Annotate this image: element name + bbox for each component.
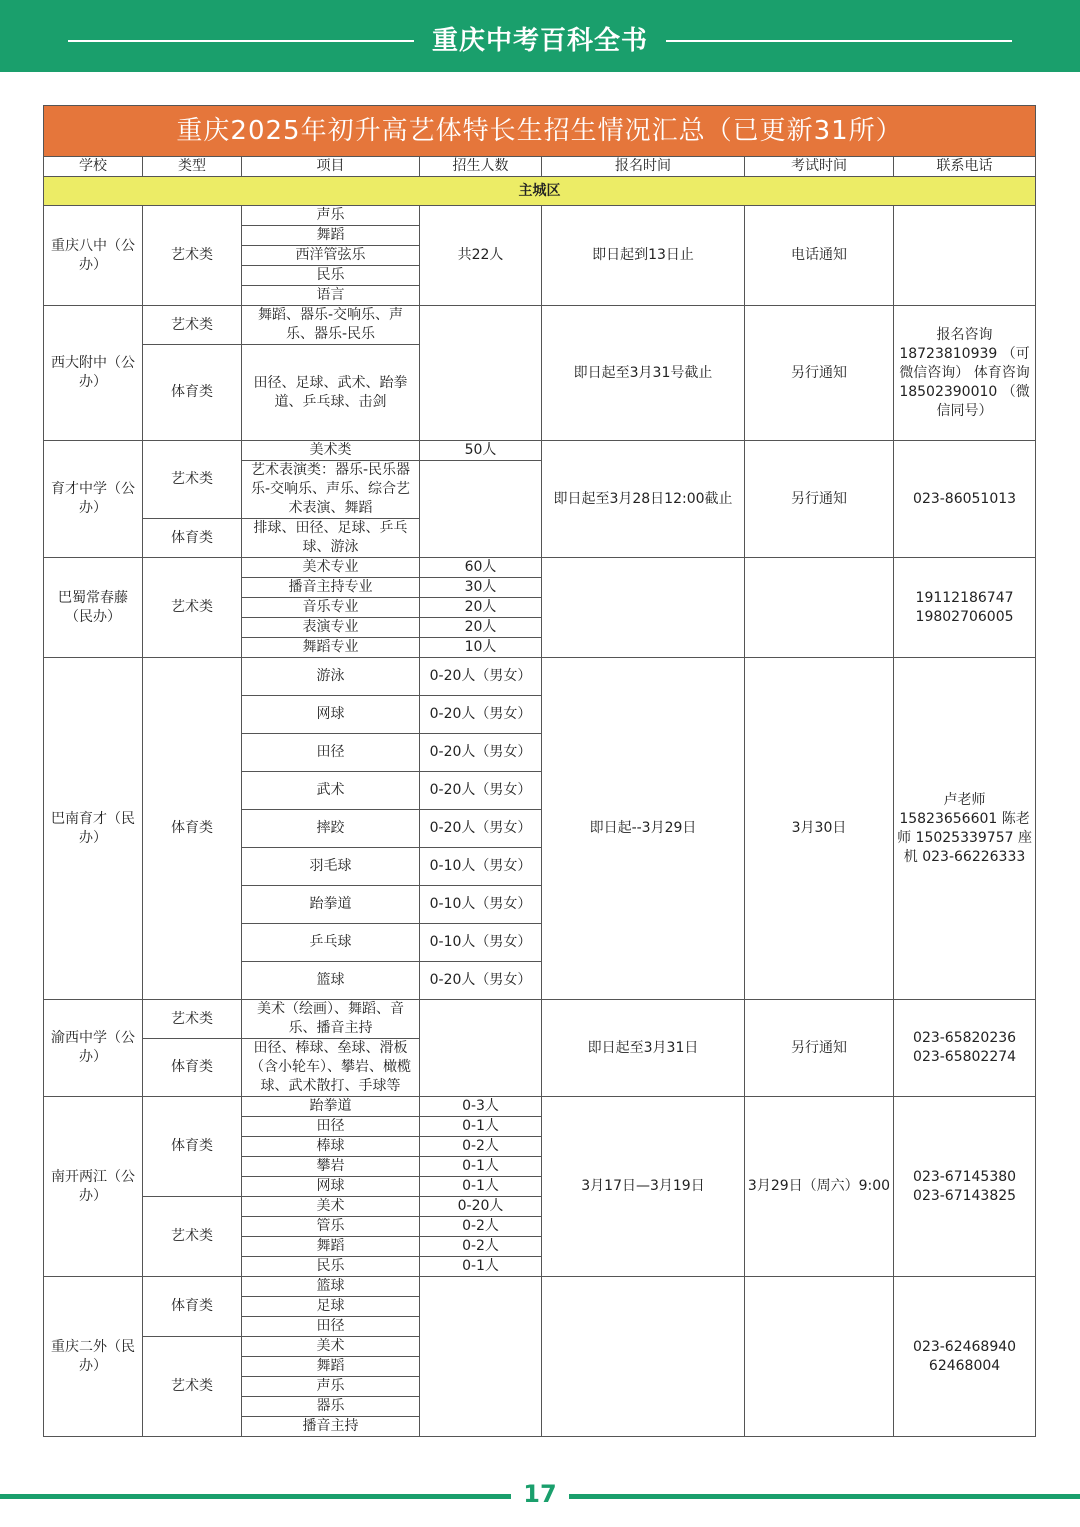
item-cell: 棒球 bbox=[242, 1137, 420, 1157]
phone-cell bbox=[894, 206, 1036, 306]
school-name: 南开两江（公办） bbox=[44, 1097, 143, 1277]
school-name: 巴蜀常春藤（民办） bbox=[44, 558, 143, 658]
item-cell: 播音主持 bbox=[242, 1417, 420, 1437]
count-cell: 20人 bbox=[420, 618, 542, 638]
item-cell: 管乐 bbox=[242, 1217, 420, 1237]
school-type: 艺术类 bbox=[143, 558, 242, 658]
item-cell: 武术 bbox=[242, 772, 420, 810]
school-name: 渝西中学（公办） bbox=[44, 1000, 143, 1097]
item-cell: 声乐 bbox=[242, 206, 420, 226]
item-cell: 游泳 bbox=[242, 658, 420, 696]
item-cell: 器乐 bbox=[242, 1397, 420, 1417]
school-type: 体育类 bbox=[143, 1039, 242, 1097]
count-cell: 0-1人 bbox=[420, 1157, 542, 1177]
count-cell: 0-20人 bbox=[420, 1197, 542, 1217]
exam-cell: 3月29日（周六）9:00 bbox=[745, 1097, 894, 1277]
item-cell: 舞蹈 bbox=[242, 1237, 420, 1257]
col-school: 学校 bbox=[44, 157, 143, 177]
phone-cell: 023-67145380 023-67143825 bbox=[894, 1097, 1036, 1277]
page-number: 17 bbox=[0, 1480, 1080, 1508]
item-cell: 田径、棒球、垒球、滑板（含小轮车）、攀岩、橄榄球、武术散打、手球等 bbox=[242, 1039, 420, 1097]
book-title: 重庆中考百科全书 bbox=[0, 20, 1080, 57]
school-name: 重庆二外（民办） bbox=[44, 1277, 143, 1437]
school-type: 艺术类 bbox=[143, 206, 242, 306]
col-phone: 联系电话 bbox=[894, 157, 1036, 177]
count-cell: 0-2人 bbox=[420, 1217, 542, 1237]
item-cell: 舞蹈 bbox=[242, 226, 420, 246]
school-type: 艺术类 bbox=[143, 1000, 242, 1039]
signup-cell: 即日起至3月31日 bbox=[542, 1000, 745, 1097]
col-exam: 考试时间 bbox=[745, 157, 894, 177]
count-cell: 0-10人（男女） bbox=[420, 886, 542, 924]
item-cell: 民乐 bbox=[242, 1257, 420, 1277]
item-cell: 语言 bbox=[242, 286, 420, 306]
item-cell: 表演专业 bbox=[242, 618, 420, 638]
item-cell: 田径、足球、武术、跆拳道、乒乓球、击剑 bbox=[242, 345, 420, 441]
school-name: 育才中学（公办） bbox=[44, 441, 143, 558]
school-type: 体育类 bbox=[143, 345, 242, 441]
exam-cell bbox=[745, 558, 894, 658]
col-type: 类型 bbox=[143, 157, 242, 177]
item-cell: 舞蹈专业 bbox=[242, 638, 420, 658]
item-cell: 网球 bbox=[242, 1177, 420, 1197]
school-name: 重庆八中（公办） bbox=[44, 206, 143, 306]
count-cell: 0-10人（男女） bbox=[420, 924, 542, 962]
item-cell: 民乐 bbox=[242, 266, 420, 286]
signup-cell: 即日起--3月29日 bbox=[542, 658, 745, 1000]
school-type: 体育类 bbox=[143, 1097, 242, 1197]
count-cell: 0-2人 bbox=[420, 1237, 542, 1257]
signup-cell: 即日起到13日止 bbox=[542, 206, 745, 306]
count-cell: 0-2人 bbox=[420, 1137, 542, 1157]
item-cell: 舞蹈 bbox=[242, 1357, 420, 1377]
count-cell: 0-20人（男女） bbox=[420, 696, 542, 734]
item-cell: 美术专业 bbox=[242, 558, 420, 578]
phone-cell: 023-65820236 023-65802274 bbox=[894, 1000, 1036, 1097]
exam-cell: 另行通知 bbox=[745, 441, 894, 558]
item-cell: 美术 bbox=[242, 1337, 420, 1357]
item-cell: 乒乓球 bbox=[242, 924, 420, 962]
count-cell: 10人 bbox=[420, 638, 542, 658]
phone-cell: 023-62468940 62468004 bbox=[894, 1277, 1036, 1437]
item-cell: 田径 bbox=[242, 1317, 420, 1337]
school-type: 艺术类 bbox=[143, 1337, 242, 1437]
count-cell: 0-20人（男女） bbox=[420, 962, 542, 1000]
exam-cell bbox=[745, 1277, 894, 1437]
item-cell: 跆拳道 bbox=[242, 1097, 420, 1117]
exam-cell: 电话通知 bbox=[745, 206, 894, 306]
admissions-table bbox=[43, 105, 1036, 1437]
count-cell: 20人 bbox=[420, 598, 542, 618]
school-name: 西大附中（公办） bbox=[44, 306, 143, 441]
item-cell: 美术类 bbox=[242, 441, 420, 461]
item-cell: 足球 bbox=[242, 1297, 420, 1317]
count-cell: 共22人 bbox=[420, 206, 542, 306]
school-type: 艺术类 bbox=[143, 306, 242, 345]
count-cell bbox=[420, 1277, 542, 1437]
item-cell: 田径 bbox=[242, 1117, 420, 1137]
item-cell: 篮球 bbox=[242, 1277, 420, 1297]
school-type: 体育类 bbox=[143, 519, 242, 558]
item-cell: 排球、田径、足球、乒乓球、游泳 bbox=[242, 519, 420, 558]
item-cell: 播音主持专业 bbox=[242, 578, 420, 598]
phone-cell: 卢老师 15823656601 陈老师 15025339757 座机 023-66226333 bbox=[894, 658, 1036, 1000]
region-label: 主城区 bbox=[44, 177, 1036, 206]
school-type: 体育类 bbox=[143, 658, 242, 1000]
count-cell: 0-20人（男女） bbox=[420, 734, 542, 772]
count-cell: 0-20人（男女） bbox=[420, 810, 542, 848]
count-cell bbox=[420, 461, 542, 558]
item-cell: 羽毛球 bbox=[242, 848, 420, 886]
column-header-row bbox=[44, 157, 1036, 177]
count-cell: 60人 bbox=[420, 558, 542, 578]
count-cell: 0-1人 bbox=[420, 1117, 542, 1137]
count-cell: 30人 bbox=[420, 578, 542, 598]
school-type: 艺术类 bbox=[143, 441, 242, 519]
phone-cell: 报名咨询 18723810939 （可微信咨询） 体育咨询 18502390010 （微信同号） bbox=[894, 306, 1036, 441]
item-cell: 田径 bbox=[242, 734, 420, 772]
signup-cell bbox=[542, 1277, 745, 1437]
count-cell: 0-10人（男女） bbox=[420, 848, 542, 886]
item-cell: 摔跤 bbox=[242, 810, 420, 848]
item-cell: 声乐 bbox=[242, 1377, 420, 1397]
phone-cell: 19112186747 19802706005 bbox=[894, 558, 1036, 658]
item-cell: 音乐专业 bbox=[242, 598, 420, 618]
school-type: 体育类 bbox=[143, 1277, 242, 1337]
count-cell bbox=[420, 306, 542, 441]
count-cell: 0-1人 bbox=[420, 1177, 542, 1197]
signup-cell: 3月17日—3月19日 bbox=[542, 1097, 745, 1277]
col-count: 招生人数 bbox=[420, 157, 542, 177]
item-cell: 美术 bbox=[242, 1197, 420, 1217]
item-cell: 艺术表演类：器乐-民乐器乐-交响乐、声乐、综合艺术表演、舞蹈 bbox=[242, 461, 420, 519]
count-cell: 0-1人 bbox=[420, 1257, 542, 1277]
exam-cell: 另行通知 bbox=[745, 306, 894, 441]
col-signup: 报名时间 bbox=[542, 157, 745, 177]
item-cell: 跆拳道 bbox=[242, 886, 420, 924]
item-cell: 西洋管弦乐 bbox=[242, 246, 420, 266]
item-cell: 篮球 bbox=[242, 962, 420, 1000]
phone-cell: 023-86051013 bbox=[894, 441, 1036, 558]
item-cell: 攀岩 bbox=[242, 1157, 420, 1177]
count-cell bbox=[420, 1000, 542, 1097]
item-cell: 舞蹈、器乐-交响乐、声乐、器乐-民乐 bbox=[242, 306, 420, 345]
count-cell: 0-20人（男女） bbox=[420, 772, 542, 810]
count-cell: 0-20人（男女） bbox=[420, 658, 542, 696]
item-cell: 网球 bbox=[242, 696, 420, 734]
count-cell: 0-3人 bbox=[420, 1097, 542, 1117]
count-cell: 50人 bbox=[420, 441, 542, 461]
table-title: 重庆2025年初升高艺体特长生招生情况汇总（已更新31所） bbox=[44, 106, 1036, 157]
signup-cell bbox=[542, 558, 745, 658]
item-cell: 美术（绘画）、舞蹈、音乐、播音主持 bbox=[242, 1000, 420, 1039]
school-type: 艺术类 bbox=[143, 1197, 242, 1277]
signup-cell: 即日起至3月28日12:00截止 bbox=[542, 441, 745, 558]
col-item: 项目 bbox=[242, 157, 420, 177]
exam-cell: 另行通知 bbox=[745, 1000, 894, 1097]
school-name: 巴南育才（民办） bbox=[44, 658, 143, 1000]
signup-cell: 即日起至3月31号截止 bbox=[542, 306, 745, 441]
exam-cell: 3月30日 bbox=[745, 658, 894, 1000]
